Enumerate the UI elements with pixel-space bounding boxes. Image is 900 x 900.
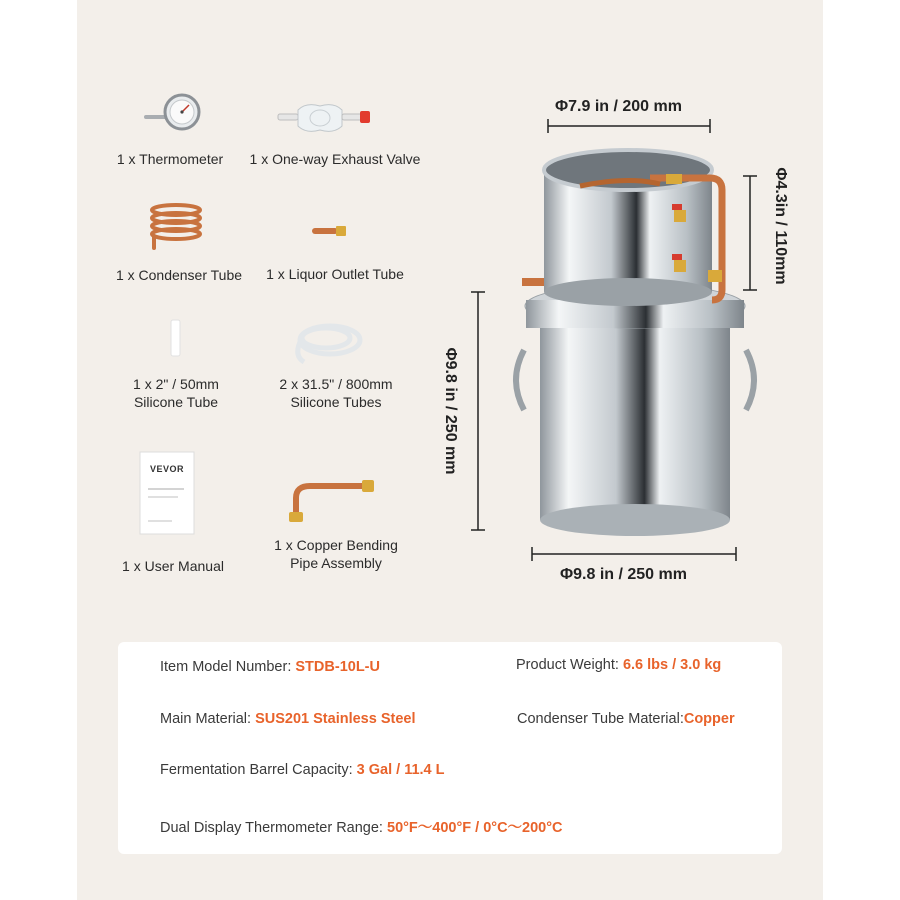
outlet-tube-icon [310,222,350,242]
accessory-label: 1 x One-way Exhaust Valve [249,151,421,167]
spec-condenser-material: Condenser Tube Material:Copper [517,711,735,727]
silicone-tube-icon [168,318,184,360]
spec-capacity: Fermentation Barrel Capacity: 3 Gal / 11.4 L [160,762,445,778]
dim-barrel-height: Φ9.8 in / 250 mm [442,347,459,475]
dim-top-width: Φ7.9 in / 200 mm [555,98,682,115]
copper-pipe-icon [282,476,378,524]
manual-brand: VEVOR [150,464,185,474]
dim-top-height: Φ4.3in / 110mm [772,167,789,285]
spec-model: Item Model Number: STDB-10L-U [160,659,380,675]
accessory-label: 1 x Liquor Outlet Tube [266,266,404,282]
accessory-label: 1 x Condenser Tube [115,267,243,283]
accessory-label: 1 x 2" / 50mm Silicone Tube [133,376,219,410]
spec-material: Main Material: SUS201 Stainless Steel [160,711,416,727]
accessory-label: 1 x Copper Bending Pipe Assembly [274,537,398,571]
accessory-label: 1 x User Manual [122,558,224,574]
thermometer-icon [140,88,210,138]
spec-weight: Product Weight: 6.6 lbs / 3.0 kg [516,657,722,673]
exhaust-valve-icon [276,100,376,136]
condenser-coil-icon [146,200,206,252]
spec-thermometer-range: Dual Display Thermometer Range: 50°F～400°F / 0°C～200°C [160,820,563,836]
still-illustration [460,110,800,580]
dim-barrel-width: Φ9.8 in / 250 mm [560,566,687,583]
silicone-tubes-icon [290,312,370,366]
accessory-label: 1 x Thermometer [116,151,224,167]
accessory-label: 2 x 31.5" / 800mm Silicone Tubes [279,376,393,410]
